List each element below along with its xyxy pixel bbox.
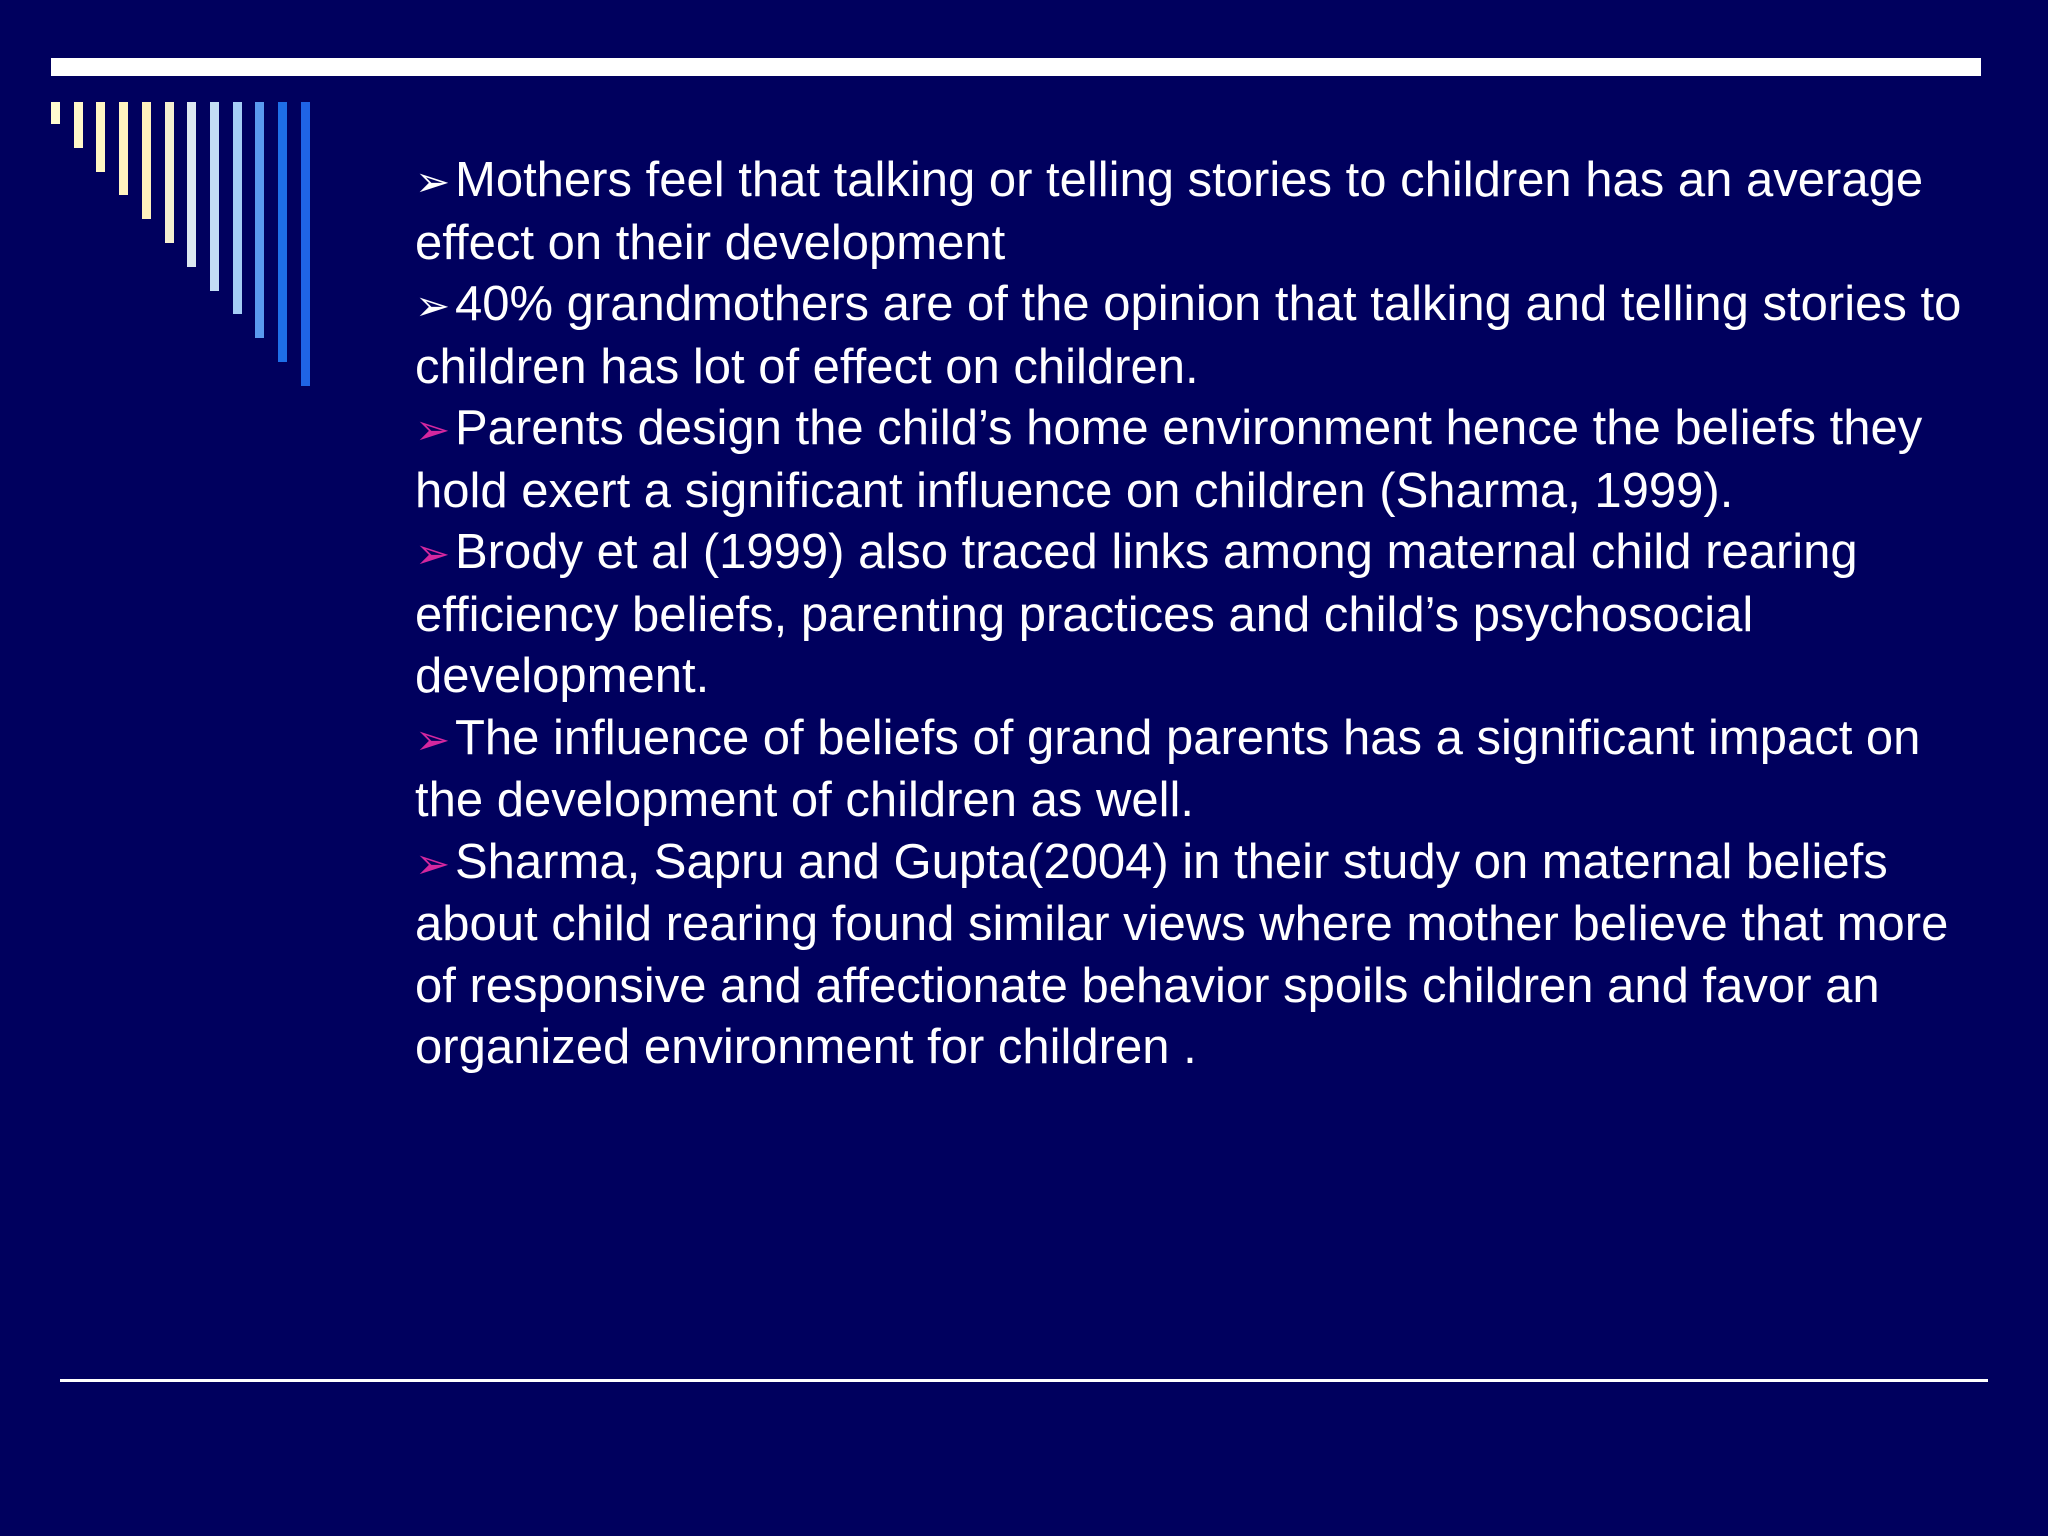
stripe [96, 102, 105, 172]
arrow-bullet-icon: ➢ [415, 158, 451, 205]
arrow-bullet-icon: ➢ [415, 530, 451, 577]
stripe [165, 102, 174, 243]
bullet-item [415, 398, 1975, 522]
bullet-item [415, 150, 1975, 274]
stripe [119, 102, 128, 195]
bullet-item [415, 832, 1975, 1079]
stripe [301, 102, 310, 386]
stripe [278, 102, 287, 362]
arrow-bullet-icon: ➢ [415, 715, 451, 763]
stripe [74, 102, 83, 148]
slide-body [415, 150, 1975, 1079]
stripe [142, 102, 151, 219]
stripe [233, 102, 242, 314]
arrow-bullet-icon: ➢ [415, 282, 451, 329]
decorative-stripes [0, 0, 360, 420]
bullet-text: 40% grandmothers are of the opinion that talking and telling stories to children has lot of effect on children. [415, 277, 1962, 394]
stripe [255, 102, 264, 338]
bullet-text: Sharma, Sapru and Gupta(2004) in their study on maternal beliefs about child rearing found similar views where mother believe that more of responsive and affectionate behavior spoils children and favor an organized environment for children . [415, 834, 1949, 1074]
arrow-bullet-icon: ➢ [415, 406, 451, 453]
bullet-item [415, 274, 1975, 398]
bullet-text: Brody et al (1999) also traced links among maternal child rearing efficiency beliefs, parenting practices and child’s psychosocial development. [415, 525, 1858, 703]
stripe [210, 102, 219, 291]
bullet-item [415, 708, 1975, 832]
arrow-bullet-icon: ➢ [415, 839, 451, 887]
bullet-text: The influence of beliefs of grand parents has a significant impact on the development of children as well. [415, 710, 1921, 827]
bottom-divider-line [60, 1379, 1988, 1382]
stripe [51, 102, 60, 124]
bullet-item [415, 522, 1975, 708]
bullet-text: Mothers feel that talking or telling stories to children has an average effect on their development [415, 153, 1924, 270]
stripe [187, 102, 196, 267]
bullet-text: Parents design the child’s home environment hence the beliefs they hold exert a significant influence on children (Sharma, 1999). [415, 401, 1923, 518]
